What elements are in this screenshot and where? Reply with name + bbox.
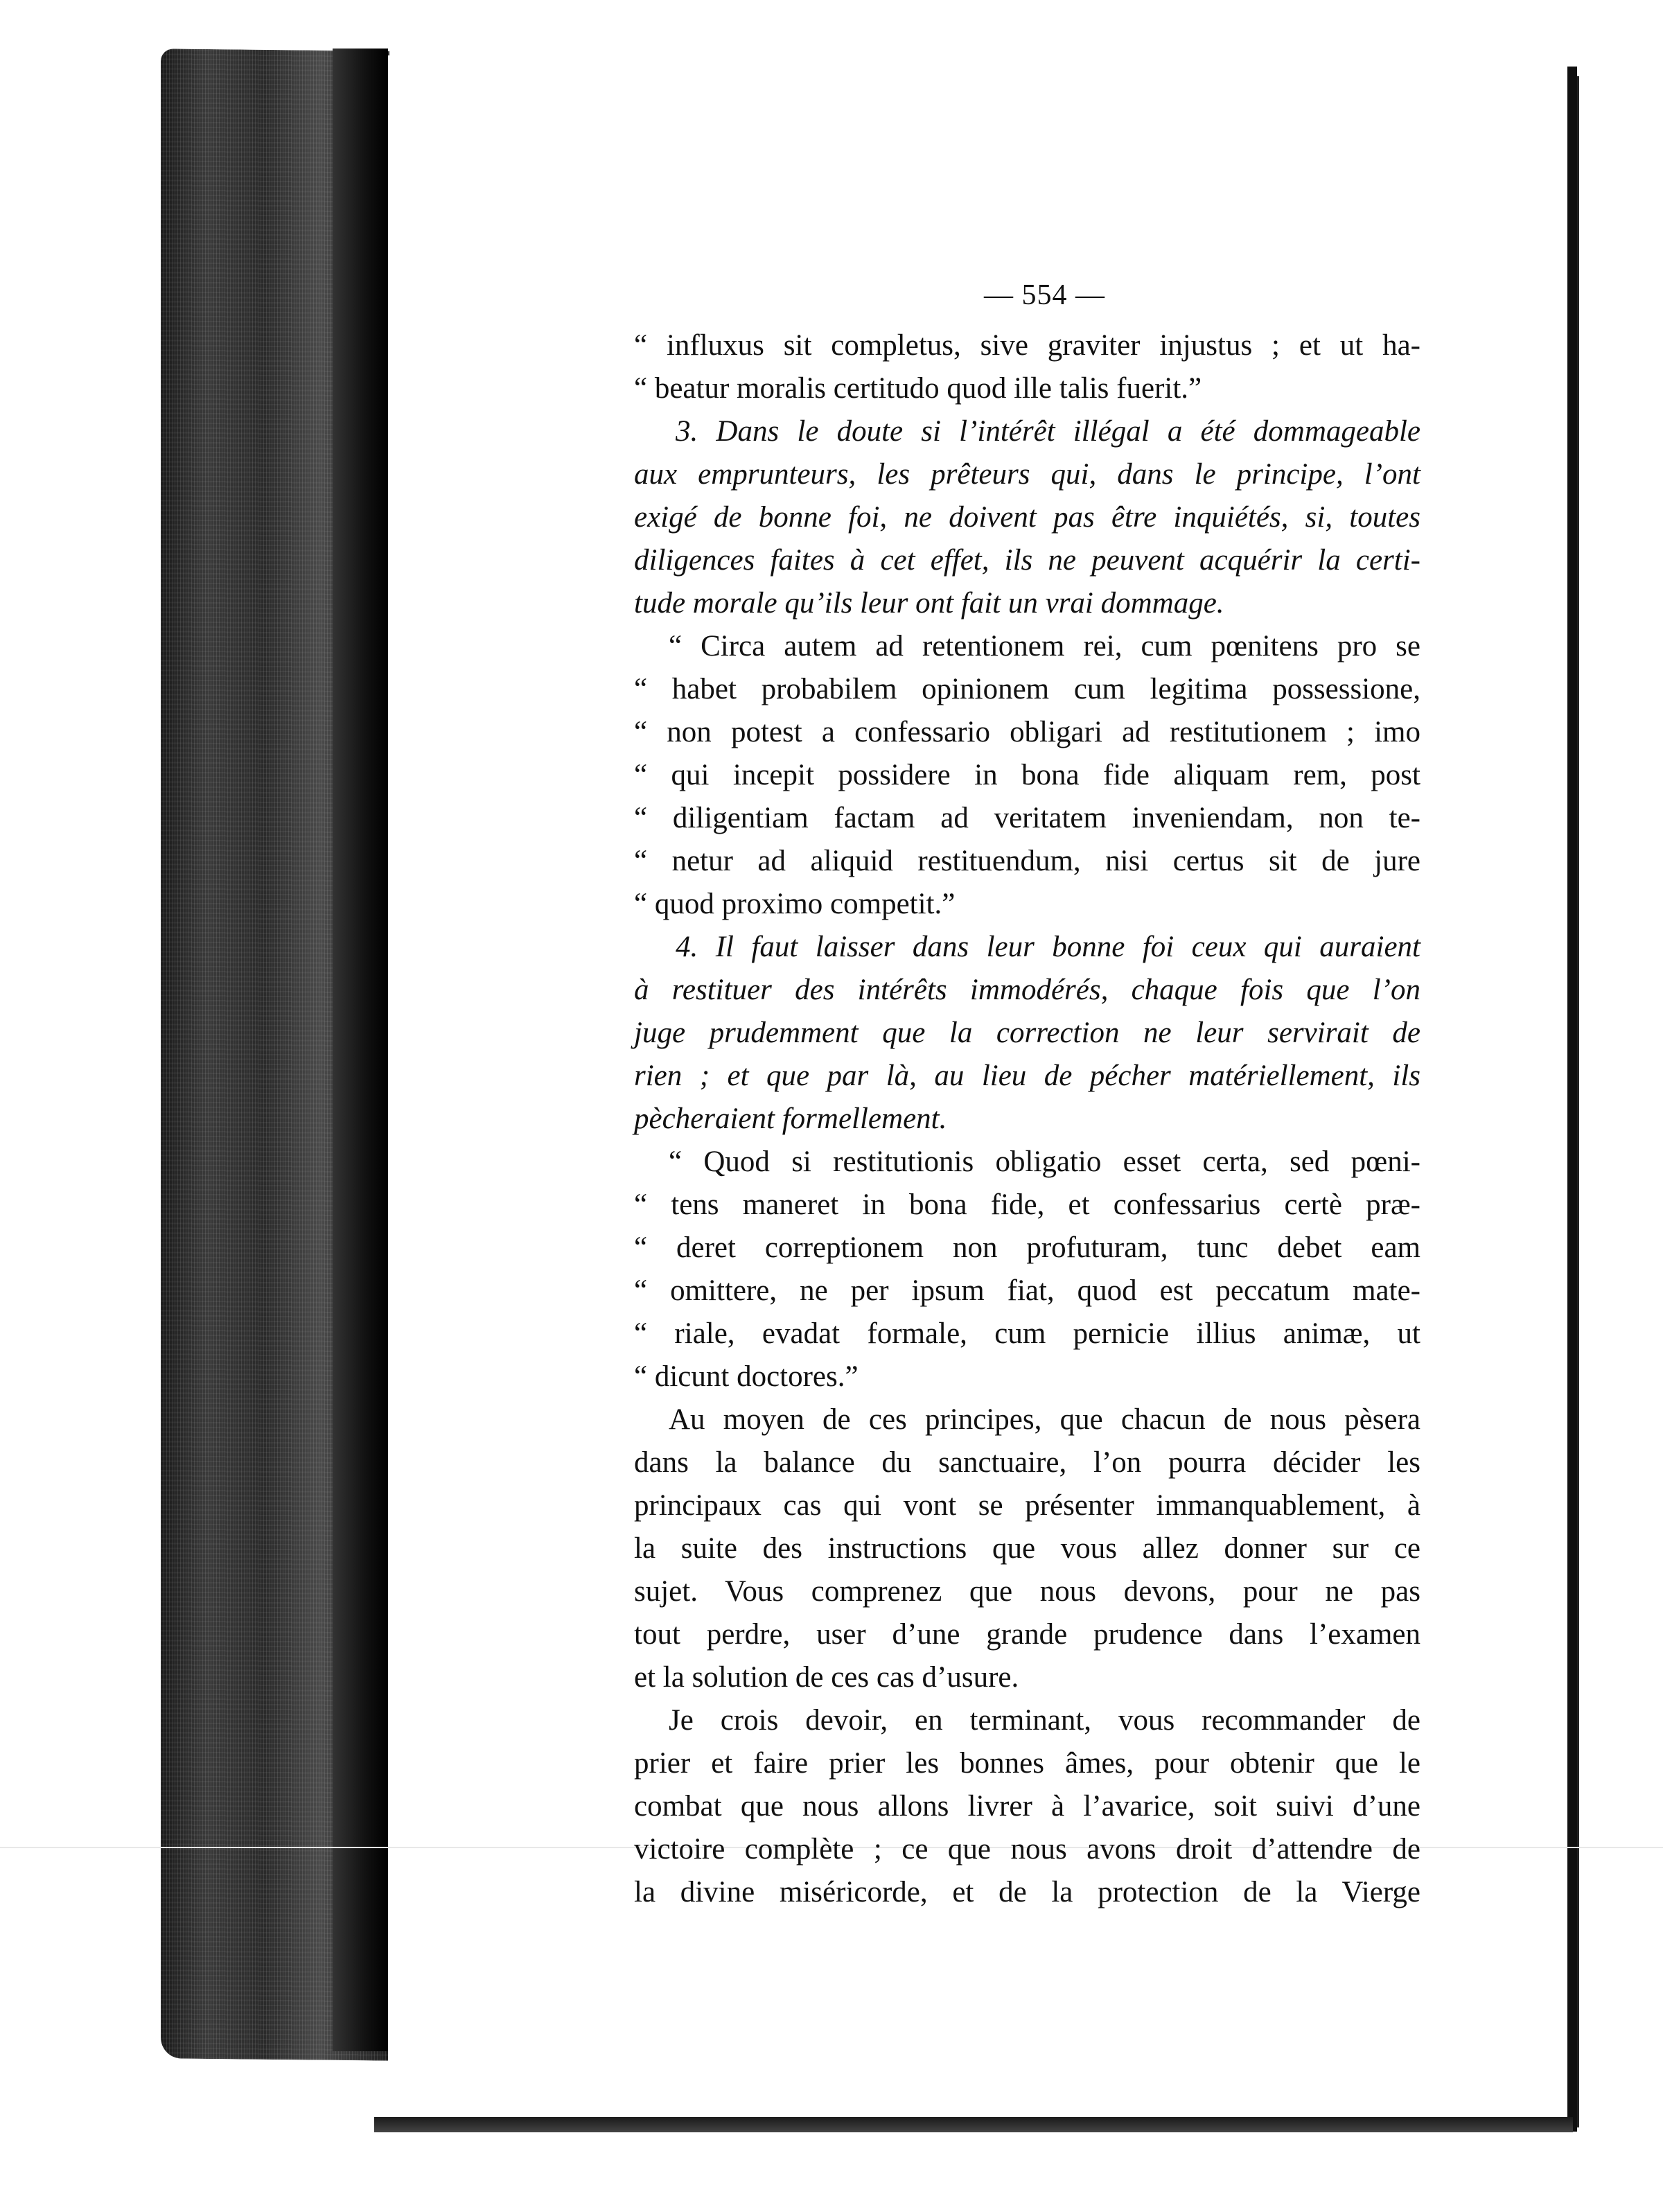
text-line: “ quod proximo competit.”: [634, 888, 956, 920]
text-line: prier et faire prier les bonnes âmes, pour obtenir que le: [634, 1747, 1420, 1780]
text-line: “ dicunt doctores.”: [634, 1360, 859, 1393]
text-line: combat que nous allons livrer à l’avarice, soit suivi d’une: [634, 1790, 1420, 1823]
book-gutter-shadow: [333, 49, 388, 2051]
text-line: et la solution de ces cas d’usure.: [634, 1661, 1019, 1694]
text-line: la divine miséricorde, et de la protection de la Vierge: [634, 1876, 1420, 1908]
text-line: diligences faites à cet effet, ils ne peuvent acquérir la certi-: [634, 544, 1420, 577]
text-line: “ netur ad aliquid restituendum, nisi certus sit de jure: [634, 845, 1420, 877]
text-line: exigé de bonne foi, ne doivent pas être inquiétés, si, toutes: [634, 501, 1420, 534]
text-line: “ riale, evadat formale, cum pernicie illius animæ, ut: [634, 1317, 1420, 1350]
text-line: dans la balance du sanctuaire, l’on pourra décider les: [634, 1446, 1420, 1479]
text-line: principaux cas qui vont se présenter immanquablement, à: [634, 1489, 1420, 1522]
text-line: “ tens maneret in bona fide, et confessarius certè præ-: [634, 1188, 1420, 1221]
text-line: “ beatur moralis certitudo quod ille talis fuerit.”: [634, 372, 1202, 405]
text-line: à restituer des intérêts immodérés, chaque fois que l’on: [634, 974, 1420, 1006]
page-bottom-border: [374, 2117, 1573, 2132]
text-line: tude morale qu’ils leur ont fait un vrai dommage.: [634, 587, 1224, 620]
text-line: Je crois devoir, en terminant, vous recommander de: [669, 1704, 1420, 1737]
text-line: aux emprunteurs, les prêteurs qui, dans le principe, l’ont: [634, 458, 1420, 491]
text-line: “ deret correptionem non profuturam, tunc debet eam: [634, 1231, 1420, 1264]
text-line: “ habet probabilem opinionem cum legitima possessione,: [634, 673, 1420, 705]
next-page-edge: [1577, 76, 1596, 2127]
text-line: “ influxus sit completus, sive graviter injustus ; et ut ha-: [634, 329, 1420, 362]
text-line: “ omittere, ne per ipsum fiat, quod est peccatum mate-: [634, 1274, 1420, 1307]
text-line: 3. Dans le doute si l’intérêt illégal a été dommageable: [676, 415, 1420, 448]
text-line: tout perdre, user d’une grande prudence dans l’examen: [634, 1618, 1420, 1651]
text-line: juge prudemment que la correction ne leur servirait de: [634, 1017, 1420, 1049]
page-right-border: [1567, 67, 1577, 2132]
text-line: pècheraient formellement.: [634, 1103, 947, 1135]
text-line: sujet. Vous comprenez que nous devons, pour ne pas: [634, 1575, 1420, 1608]
text-line: “ Circa autem ad retentionem rei, cum pœnitens pro se: [669, 630, 1420, 662]
page-body-text: [634, 324, 1420, 1914]
text-line: Au moyen de ces principes, que chacun de nous pèsera: [669, 1403, 1420, 1436]
text-line: “ non potest a confessario obligari ad restitutionem ; imo: [634, 716, 1420, 748]
page-number: — 554 —: [984, 279, 1105, 311]
text-line: victoire complète ; ce que nous avons droit d’attendre de: [634, 1833, 1420, 1866]
text-line: 4. Il faut laisser dans leur bonne foi ceux qui auraient: [676, 931, 1420, 963]
text-line: “ qui incepit possidere in bona fide aliquam rem, post: [634, 759, 1420, 791]
text-line: la suite des instructions que vous allez donner sur ce: [634, 1532, 1420, 1565]
text-line: rien ; et que par là, au lieu de pécher matériellement, ils: [634, 1060, 1420, 1092]
text-line: “ diligentiam factam ad veritatem inveniendam, non te-: [634, 802, 1420, 834]
text-line: “ Quod si restitutionis obligatio esset certa, sed pœni-: [669, 1146, 1420, 1178]
